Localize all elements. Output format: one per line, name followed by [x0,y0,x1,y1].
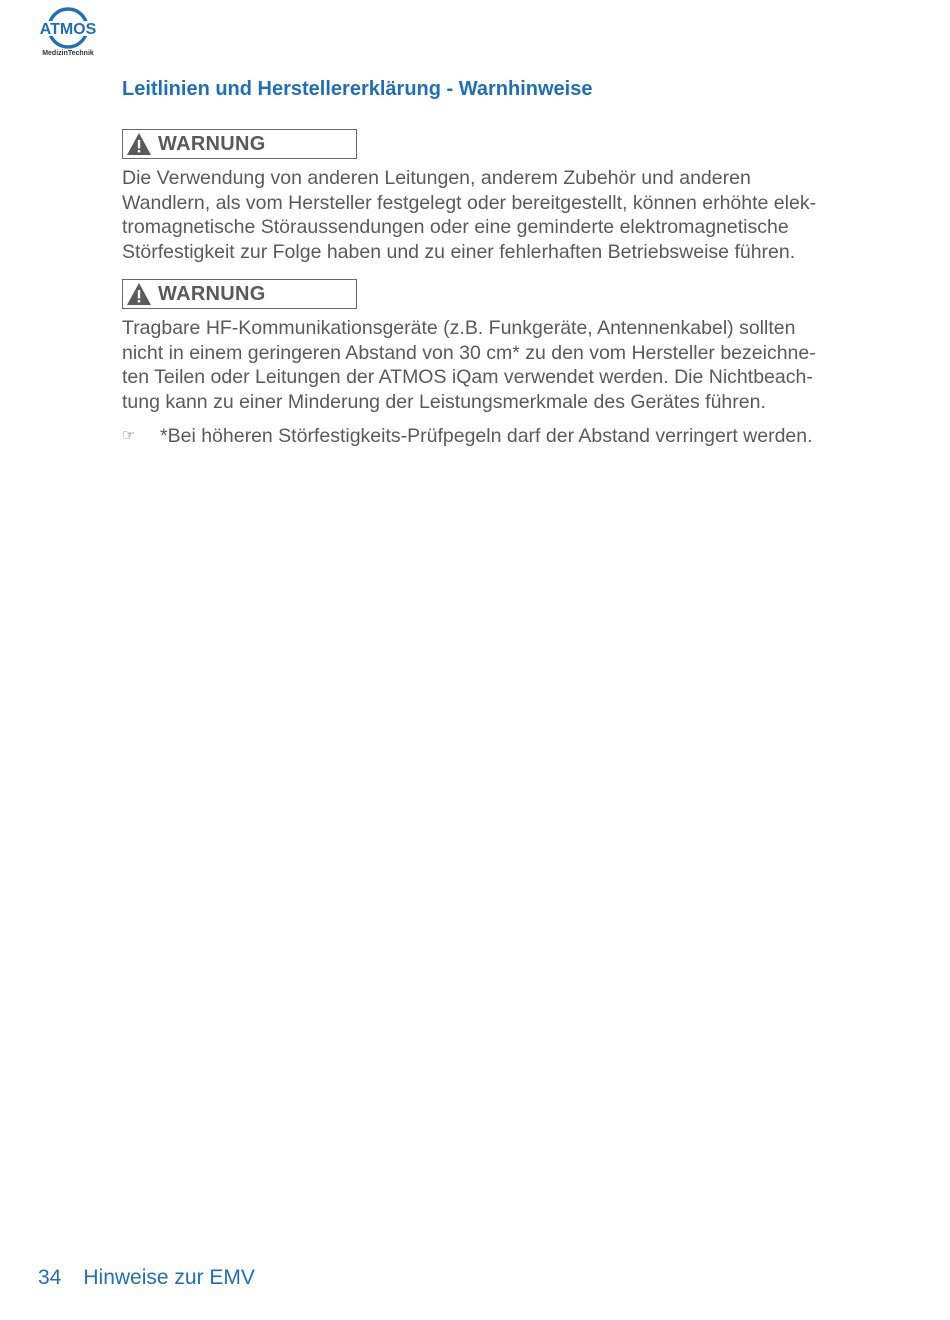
section-title: Leitlinien und Herstellererklärung - Warnhinweise [122,78,593,100]
warning-triangle-icon [126,132,152,156]
text-line: tromagnetische Störaussendungen oder eine geminderte elektromagnetische [122,216,789,238]
warning-text-1 [122,166,892,264]
text-line: Störfestigkeit zur Folge haben und zu einer fehlerhaften Betriebsweise führen. [122,240,796,263]
text-line: tung kann zu einer Minderung der Leistungsmerkmale des Gerätes führen. [122,390,766,413]
logo-wordmark: ATMOS [39,21,97,38]
text-line: nicht in einem geringeren Abstand von 30 cm* zu den vom Hersteller bezeichne- [122,341,816,364]
text-line: ten Teilen oder Leitungen der ATMOS iQam verwendet werden. Die Nichtbeach- [122,366,813,388]
warning-box-2 [122,279,357,309]
logo-subtitle: MedizinTechnik [42,50,94,57]
footnote-text: *Bei höheren Störfestigkeits-Prüfpegeln darf der Abstand verringert werden. [160,425,813,447]
page-footer [38,1266,255,1290]
text-line: Wandlern, als vom Hersteller festgelegt oder bereitgestellt, können erhöhte elek- [122,191,817,214]
warning-triangle-icon [126,282,152,306]
pointing-hand-icon: ☞ [122,427,136,444]
text-line: Die Verwendung von anderen Leitungen, anderem Zubehör und anderen [122,167,751,189]
warning-label: WARNUNG [158,282,266,305]
text-line: Tragbare HF-Kommunikationsgeräte (z.B. Funkgeräte, Antennenkabel) sollten [122,317,796,339]
atmos-logo-icon [36,6,100,50]
atmos-logo [36,6,100,62]
chapter-title: Hinweise zur EMV [83,1266,255,1289]
footnote [122,424,902,449]
warning-box-1 [122,129,357,159]
page-number: 34 [38,1266,62,1289]
warning-label: WARNUNG [158,132,266,155]
warning-text-2 [122,316,892,414]
